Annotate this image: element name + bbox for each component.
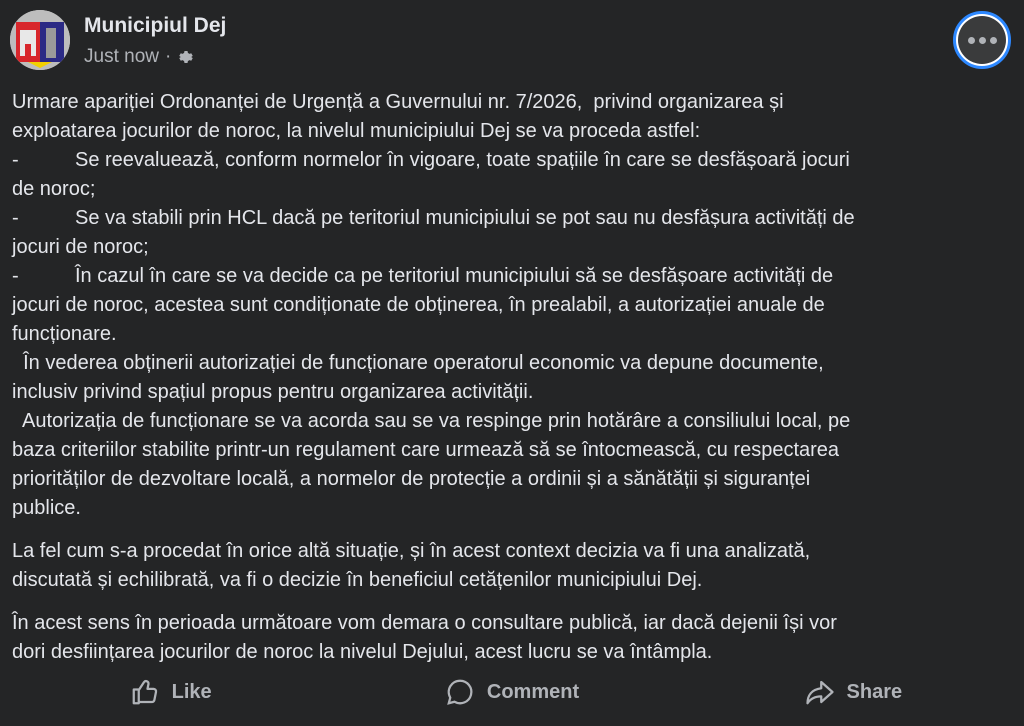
line-text: Urmare apariției Ordonanței de Urgență a Guvernului nr. 7/2026, privind organizarea și (12, 91, 784, 113)
ellipsis-icon (958, 16, 1006, 64)
post-text (12, 88, 855, 667)
line-text: de noroc; (12, 178, 96, 200)
share-icon (805, 677, 835, 707)
text-line (12, 494, 855, 523)
comment-label: Comment (486, 680, 580, 703)
text-line (12, 291, 855, 320)
line-text: În cazul în care se va decide ca pe teritoriul municipiului să se desfășoare activități de (75, 265, 834, 287)
page-name[interactable]: Municipiul Dej (84, 14, 227, 37)
paragraph-3 (12, 609, 855, 667)
text-line: În acest sens în perioada următoare vom demara o consultare publică, iar dacă dejenii își vor (12, 612, 837, 634)
paragraph-2 (12, 537, 855, 595)
page-avatar[interactable] (10, 10, 70, 70)
text-line (12, 88, 855, 117)
line-text: baza criteriilor stabilite printr-un regulament care urmează să se întocmească, cu respectarea (12, 439, 840, 461)
text-line (12, 204, 855, 233)
line-text: În vederea obținerii autorizației de funcționare operatorul economic va depune documente, (12, 352, 824, 374)
bullet-dash: - (12, 207, 19, 229)
line-text: inclusiv privind spațiul propus pentru organizarea activității. (12, 381, 534, 403)
text-line (12, 436, 855, 465)
more-options-button[interactable] (953, 11, 1011, 69)
like-label: Like (171, 680, 212, 703)
line-text: priorităților de dezvoltare locală, a normelor de protecție a ordinii și a sănătății și siguranței (12, 468, 811, 490)
line-text: exploatarea jocurilor de noroc, la nivelul municipiului Dej se va proceda astfel: (12, 120, 701, 142)
line-text: Autorizația de funcționare se va acorda sau se va respinge prin hotărâre a consiliului local, pe (12, 410, 851, 432)
text-line: La fel cum s-a procedat în orice altă situație, și în acest context decizia va fi una analizată, (12, 540, 811, 562)
text-line (12, 349, 855, 378)
bullet-dash: - (12, 265, 19, 287)
text-line (12, 378, 855, 407)
line-text: Se reevaluează, conform normelor în vigoare, toate spațiile în care se desfășoară jocuri (75, 149, 850, 171)
bullet-dash: - (12, 149, 19, 171)
text-line (12, 465, 855, 494)
gear-icon[interactable] (177, 48, 195, 66)
post-meta (84, 46, 195, 68)
coat-of-arms-icon (10, 10, 70, 70)
share-label: Share (846, 680, 903, 703)
timestamp[interactable]: Just now (84, 46, 159, 67)
text-line (12, 233, 855, 262)
text-line: dori desființarea jocurilor de noroc la nivelul Dejului, acest lucru se va întâmpla. (12, 641, 713, 663)
text-line (12, 262, 855, 291)
text-line (12, 320, 855, 349)
line-text: publice. (12, 497, 81, 519)
text-line: discutată și echilibrată, va fi o decizie în beneficiul cetățenilor municipiului Dej. (12, 569, 703, 591)
line-text: Se va stabili prin HCL dacă pe teritoriul municipiului se pot sau nu desfășura activități de (75, 207, 855, 229)
text-line (12, 407, 855, 436)
text-line (12, 146, 855, 175)
text-line (12, 175, 855, 204)
line-text: funcționare. (12, 323, 117, 345)
thumbs-up-icon (130, 677, 160, 707)
share-button[interactable] (683, 670, 1024, 714)
action-bar (0, 670, 1024, 714)
like-button[interactable] (0, 670, 341, 714)
line-text: jocuri de noroc; (12, 236, 149, 258)
text-line (12, 117, 855, 146)
comment-icon (445, 677, 475, 707)
line-text: jocuri de noroc, acestea sunt condiționate de obținerea, în prealabil, a autorizației anuale de (12, 294, 825, 316)
comment-button[interactable] (341, 670, 682, 714)
separator: · (164, 46, 172, 67)
